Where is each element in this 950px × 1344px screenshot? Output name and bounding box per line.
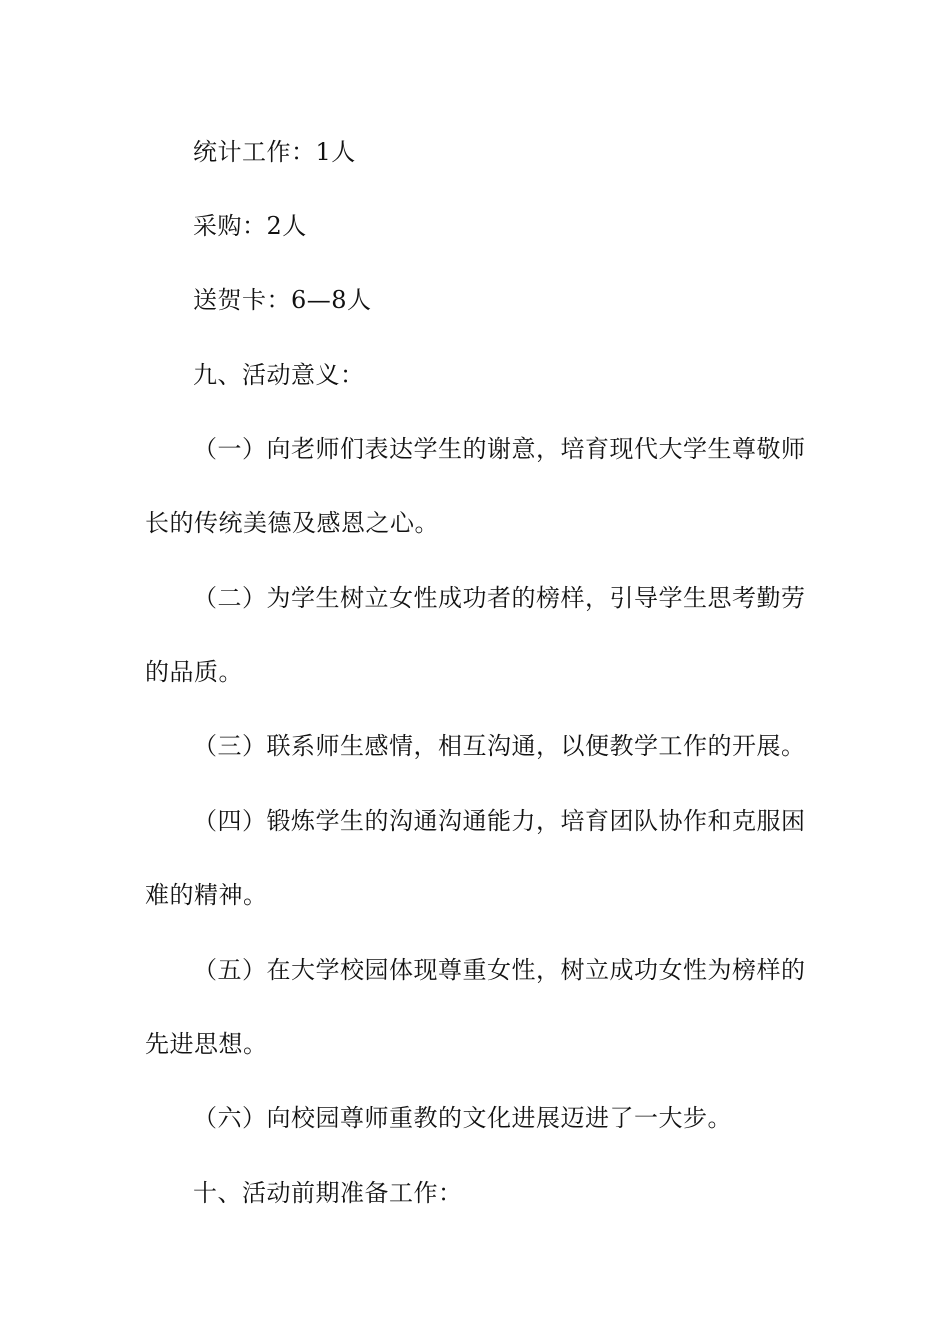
paragraph-2-line-1: （二）为学生树立女性成功者的榜样，引导学生思考勤劳 [193, 584, 806, 612]
paragraph-4-line-1: （四）锻炼学生的沟通沟通能力，培育团队协作和克服困 [193, 807, 806, 835]
paragraph-2-line-2: 的品质。 [145, 658, 243, 686]
paragraph-3-line-1: （三）联系师生感情，相互沟通，以便教学工作的开展。 [193, 732, 806, 760]
text-line-staff-statistics: 统计工作：1人 [193, 138, 356, 166]
paragraph-5-line-1: （五）在大学校园体现尊重女性，树立成功女性为榜样的 [193, 956, 806, 984]
paragraph-5-line-2: 先进思想。 [145, 1030, 268, 1058]
text-line-staff-cards: 送贺卡：6—8人 [193, 286, 372, 314]
paragraph-6-line-1: （六）向校园尊师重教的文化进展迈进了一大步。 [193, 1104, 732, 1132]
paragraph-4-line-2: 难的精神。 [145, 881, 268, 909]
paragraph-1-line-1: （一）向老师们表达学生的谢意，培育现代大学生尊敬师 [193, 435, 806, 463]
text-line-staff-purchasing: 采购：2人 [193, 212, 307, 240]
section-heading-preparation: 十、活动前期准备工作： [193, 1179, 463, 1207]
section-heading-significance: 九、活动意义： [193, 361, 365, 389]
paragraph-1-line-2: 长的传统美德及感恩之心。 [145, 509, 439, 537]
